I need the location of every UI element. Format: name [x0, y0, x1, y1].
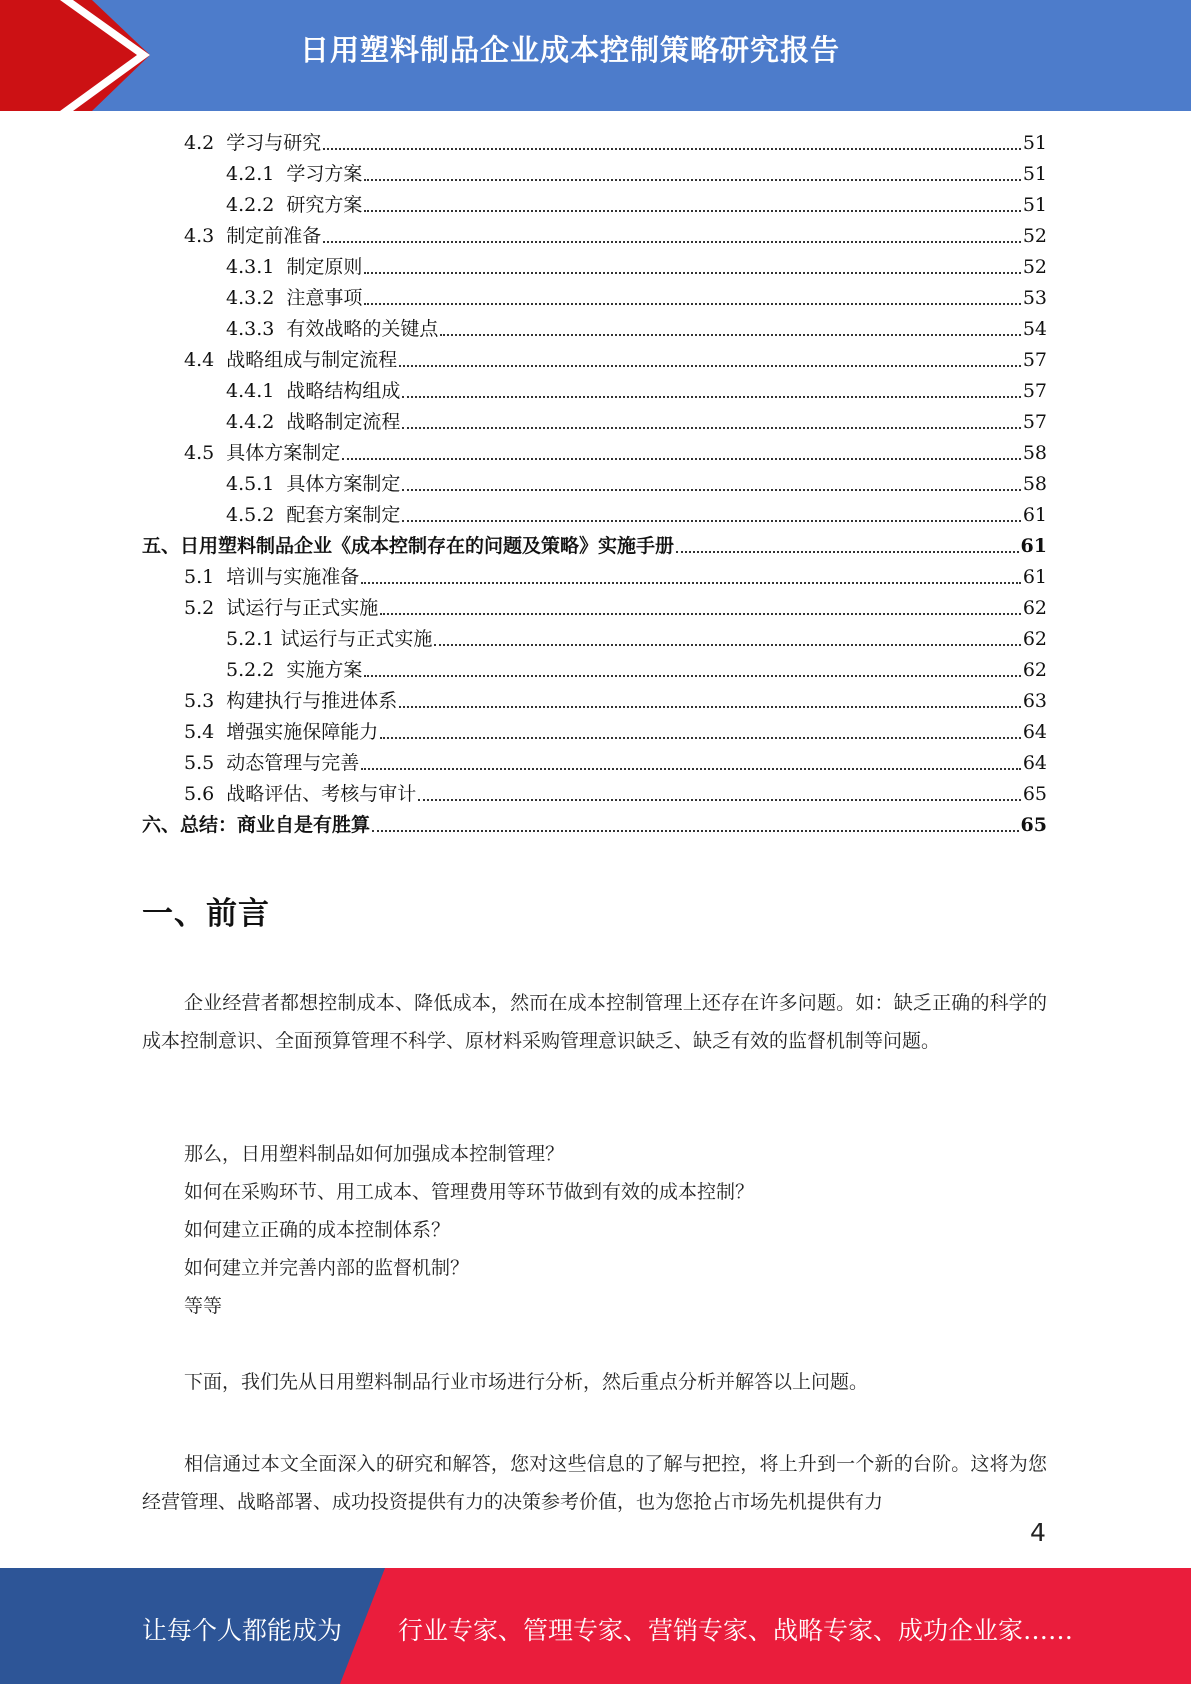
question-line: 那么，日用塑料制品如何加强成本控制管理？ — [184, 1143, 565, 1165]
toc-leader-dots — [361, 581, 1021, 584]
toc-entry-label: 六、总结：商业自是有胜算 — [142, 814, 371, 836]
toc-entry[interactable] — [226, 314, 1047, 345]
toc-entry-label: 4.2.2 研究方案 — [226, 194, 363, 216]
toc-entry[interactable] — [184, 128, 1047, 159]
toc-leader-dots — [399, 705, 1021, 708]
question-line: 等等 — [184, 1295, 223, 1317]
toc-entry-label: 4.4.1 战略结构组成 — [226, 380, 401, 402]
toc-entry[interactable] — [226, 655, 1047, 686]
conclusion-paragraph: 相信通过本文全面深入的研究和解答，您对这些信息的了解与把控，将上升到一个新的台阶。这将为您经营管理、战略部署、成功投资提供有力的决策参考价值，也为您抢占市场先机提供有力 — [142, 1453, 1047, 1513]
toc-leader-dots — [418, 798, 1021, 801]
toc-leader-dots — [402, 488, 1020, 491]
question-line: 如何建立并完善内部的监督机制？ — [184, 1257, 470, 1279]
toc-entry-page: 51 — [1022, 194, 1047, 216]
intro-paragraph: 企业经营者都想控制成本、降低成本，然而在成本控制管理上还存在许多问题。如：缺乏正确的科学的成本控制意识、全面预算管理不科学、原材料采购管理意识缺乏、缺乏有效的监督机制等问题。 — [142, 992, 1047, 1052]
toc-leader-dots — [402, 519, 1020, 522]
toc-chapter-entry[interactable] — [142, 531, 1047, 562]
toc-entry-page: 62 — [1022, 597, 1047, 619]
toc-entry[interactable] — [226, 283, 1047, 314]
toc-entry[interactable] — [226, 624, 1047, 655]
toc-entry-label: 4.3 制定前准备 — [184, 225, 322, 247]
toc-entry-page: 58 — [1022, 442, 1047, 464]
toc-entry-page: 64 — [1022, 721, 1047, 743]
toc-entry-page: 61 — [1020, 535, 1047, 557]
toc-entry-label: 5.3 构建执行与推进体系 — [184, 690, 398, 712]
toc-entry-label: 4.3.1 制定原则 — [226, 256, 363, 278]
toc-entry[interactable] — [226, 407, 1047, 438]
toc-chapter-entry[interactable] — [142, 810, 1047, 841]
toc-leader-dots — [676, 550, 1019, 553]
toc-leader-dots — [364, 209, 1020, 212]
toc-entry-page: 61 — [1022, 504, 1047, 526]
toc-entry-page: 65 — [1020, 814, 1047, 836]
toc-entry-page: 57 — [1022, 411, 1047, 433]
toc-leader-dots — [342, 457, 1021, 460]
footer-slogan-right: 行业专家、管理专家、营销专家、战略专家、成功企业家…… — [398, 1616, 1074, 1645]
toc-entry-page: 58 — [1022, 473, 1047, 495]
toc-leader-dots — [361, 767, 1021, 770]
footer-slogan-left: 让每个人都能成为 — [142, 1616, 343, 1645]
toc-entry-label: 4.5 具体方案制定 — [184, 442, 341, 464]
toc-leader-dots — [399, 364, 1021, 367]
toc-entry[interactable] — [184, 748, 1047, 779]
toc-entry[interactable] — [184, 593, 1047, 624]
toc-entry-label: 5.5 动态管理与完善 — [184, 752, 360, 774]
toc-entry-label: 4.5.1 具体方案制定 — [226, 473, 401, 495]
toc-leader-dots — [372, 829, 1019, 832]
toc-entry[interactable] — [184, 221, 1047, 252]
question-line: 如何建立正确的成本控制体系？ — [184, 1219, 451, 1241]
toc-entry-label: 5.2.2 实施方案 — [226, 659, 363, 681]
toc-entry[interactable] — [184, 717, 1047, 748]
question-list — [184, 1135, 754, 1325]
toc-entry[interactable] — [184, 686, 1047, 717]
toc-leader-dots — [434, 643, 1020, 646]
page-number: 4 — [1030, 1518, 1046, 1547]
toc-entry[interactable] — [184, 345, 1047, 376]
toc-entry-page: 62 — [1022, 659, 1047, 681]
toc-entry-label: 4.2.1 学习方案 — [226, 163, 363, 185]
toc-leader-dots — [364, 674, 1020, 677]
toc-entry[interactable] — [226, 500, 1047, 531]
toc-entry-page: 51 — [1022, 132, 1047, 154]
toc-leader-dots — [402, 395, 1020, 398]
toc-entry-page: 57 — [1022, 380, 1047, 402]
toc-entry-label: 5.2 试运行与正式实施 — [184, 597, 379, 619]
toc-entry[interactable] — [226, 159, 1047, 190]
toc-entry[interactable] — [184, 779, 1047, 810]
question-line: 如何在采购环节、用工成本、管理费用等环节做到有效的成本控制？ — [184, 1181, 755, 1203]
toc-leader-dots — [380, 612, 1021, 615]
toc-entry-page: 62 — [1022, 628, 1047, 650]
toc-entry[interactable] — [226, 190, 1047, 221]
toc-entry-page: 52 — [1022, 256, 1047, 278]
report-title: 日用塑料制品企业成本控制策略研究报告 — [300, 33, 841, 67]
toc-entry[interactable] — [226, 469, 1047, 500]
toc-entry-page: 51 — [1022, 163, 1047, 185]
toc-entry-label: 5.4 增强实施保障能力 — [184, 721, 379, 743]
toc-entry-page: 63 — [1022, 690, 1047, 712]
toc-leader-dots — [440, 333, 1020, 336]
toc-leader-dots — [402, 426, 1020, 429]
toc-entry-page: 52 — [1022, 225, 1047, 247]
toc-entry-label: 5.1 培训与实施准备 — [184, 566, 360, 588]
toc-leader-dots — [364, 271, 1020, 274]
toc-entry-page: 57 — [1022, 349, 1047, 371]
toc-entry-page: 53 — [1022, 287, 1047, 309]
toc-leader-dots — [380, 736, 1021, 739]
toc-entry-label: 4.4.2 战略制定流程 — [226, 411, 401, 433]
toc-entry-label: 五、日用塑料制品企业《成本控制存在的问题及策略》实施手册 — [142, 535, 675, 557]
toc-leader-dots — [323, 147, 1021, 150]
section-heading: 一、前言 — [142, 896, 270, 932]
toc-entry-page: 65 — [1022, 783, 1047, 805]
toc-entry-page: 61 — [1022, 566, 1047, 588]
toc-entry[interactable] — [184, 562, 1047, 593]
toc-entry-page: 64 — [1022, 752, 1047, 774]
toc-entry-label: 5.6 战略评估、考核与审计 — [184, 783, 417, 805]
toc-entry-label: 4.3.2 注意事项 — [226, 287, 363, 309]
toc-entry-page: 54 — [1022, 318, 1047, 340]
toc-entry-label: 4.4 战略组成与制定流程 — [184, 349, 398, 371]
toc-entry-label: 4.5.2 配套方案制定 — [226, 504, 401, 526]
toc-leader-dots — [364, 302, 1020, 305]
toc-leader-dots — [364, 178, 1020, 181]
toc-entry[interactable] — [226, 252, 1047, 283]
toc-leader-dots — [323, 240, 1021, 243]
analysis-paragraph: 下面，我们先从日用塑料制品行业市场进行分析，然后重点分析并解答以上问题。 — [184, 1371, 869, 1393]
toc-entry-label: 4.3.3 有效战略的关键点 — [226, 318, 439, 340]
toc-entry[interactable] — [184, 438, 1047, 469]
toc-entry[interactable] — [226, 376, 1047, 407]
toc-entry-label: 4.2 学习与研究 — [184, 132, 322, 154]
toc-entry-label: 5.2.1 试运行与正式实施 — [226, 628, 433, 650]
